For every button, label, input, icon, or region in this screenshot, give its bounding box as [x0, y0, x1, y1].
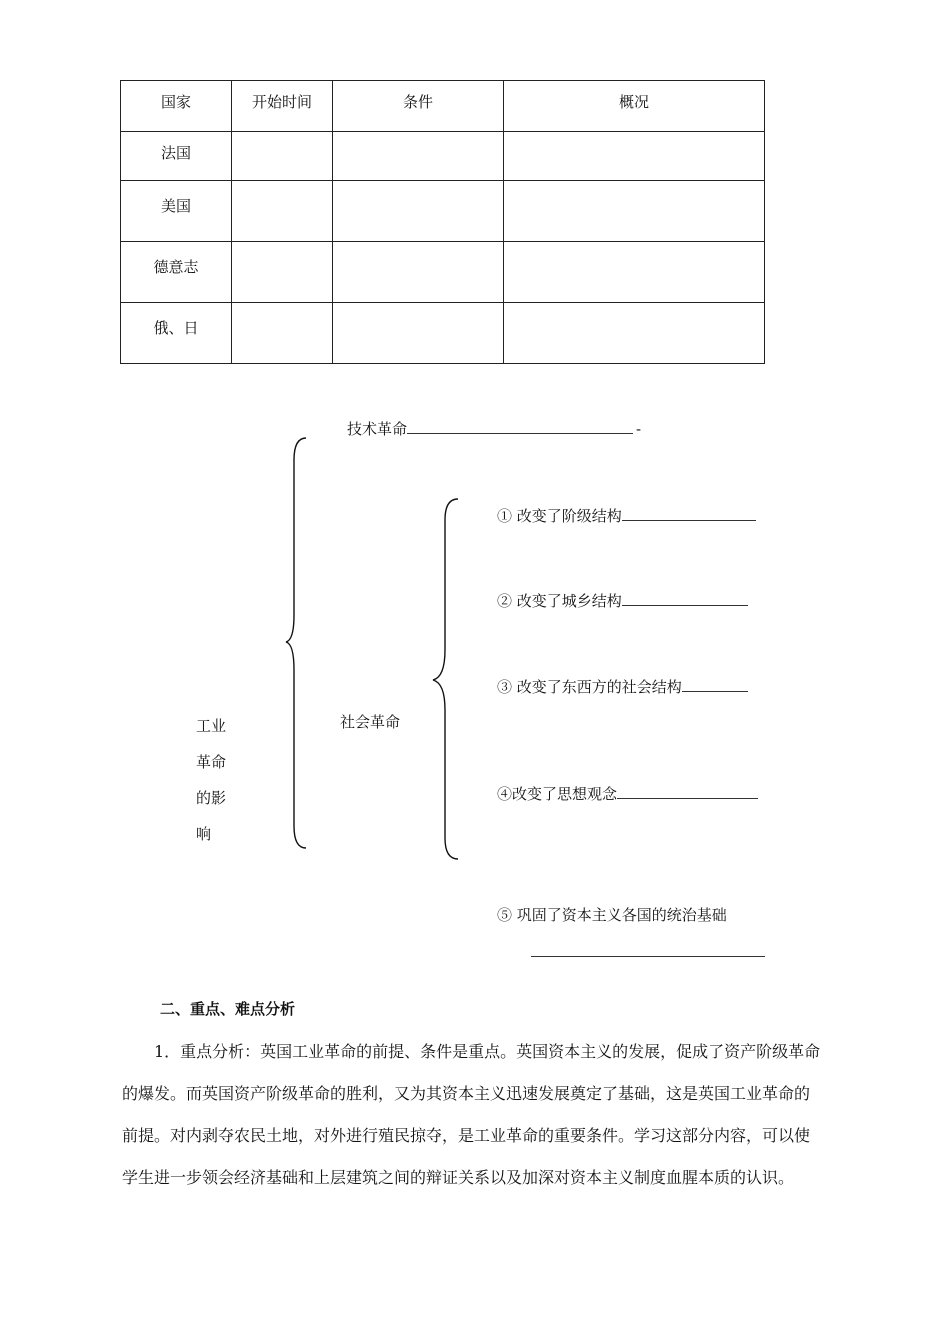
- root-line: 响: [196, 825, 212, 843]
- impact-item-text: ④改变了思想观念: [497, 785, 618, 803]
- answer-blank[interactable]: [622, 591, 748, 606]
- impact-item-text: ③ 改变了东西方的社会结构: [497, 678, 682, 696]
- column-header: 条件: [333, 81, 504, 132]
- table-cell: 德意志: [121, 242, 232, 303]
- outer-brace: [286, 438, 306, 848]
- root-line: 革命: [196, 753, 227, 771]
- social-revolution-label: 社会革命: [340, 713, 401, 731]
- impact-item-text: ① 改变了阶级结构: [497, 507, 622, 525]
- section-heading: 二、重点、难点分析: [160, 1000, 296, 1018]
- root-line: 的影: [196, 789, 227, 807]
- tech-revolution-line: [347, 418, 641, 439]
- column-header: 概况: [504, 81, 765, 132]
- impact-item: [497, 676, 748, 697]
- column-header: 国家: [121, 81, 232, 132]
- paragraph-text: 1．重点分析：英国工业革命的前提、条件是重点。英国资本主义的发展，促成了资产阶级革命的爆发。而英国资产阶级革命的胜利，又为其资本主义迅速发展奠定了基础，这是英国工业革命的前提。对内剥夺农民土地，对外进行殖民掠夺，是工业革命的重要条件。学习这部分内容，可以使学生进一步领会经济基础和上层建筑之间的辩证关系以及加深对资本主义制度血腥本质的认识。: [122, 1042, 821, 1187]
- root-line: 工业: [196, 717, 227, 735]
- column-header: 开始时间: [232, 81, 333, 132]
- tech-revolution-label: 技术革命: [347, 420, 408, 438]
- impact-item: [497, 505, 756, 526]
- answer-blank[interactable]: [682, 677, 748, 692]
- answer-blank[interactable]: [617, 784, 758, 799]
- answer-blank[interactable]: [531, 942, 765, 957]
- diagram-root-label: [196, 708, 226, 852]
- impact-item: [497, 904, 727, 925]
- analysis-paragraph: [122, 1031, 822, 1199]
- table-cell: 俄、日: [121, 303, 232, 364]
- impact-item: [497, 783, 758, 804]
- impact-item-5-blank-line: [531, 942, 765, 961]
- answer-blank[interactable]: [407, 419, 633, 434]
- tech-revolution-suffix: -: [636, 420, 642, 438]
- impact-item: [497, 590, 748, 611]
- answer-blank[interactable]: [622, 506, 756, 521]
- impact-item-text: ⑤ 巩固了资本主义各国的统治基础: [497, 906, 727, 924]
- table-cell: 法国: [121, 132, 232, 181]
- table-cell: 美国: [121, 181, 232, 242]
- inner-brace: [433, 499, 458, 859]
- impact-item-text: ② 改变了城乡结构: [497, 592, 622, 610]
